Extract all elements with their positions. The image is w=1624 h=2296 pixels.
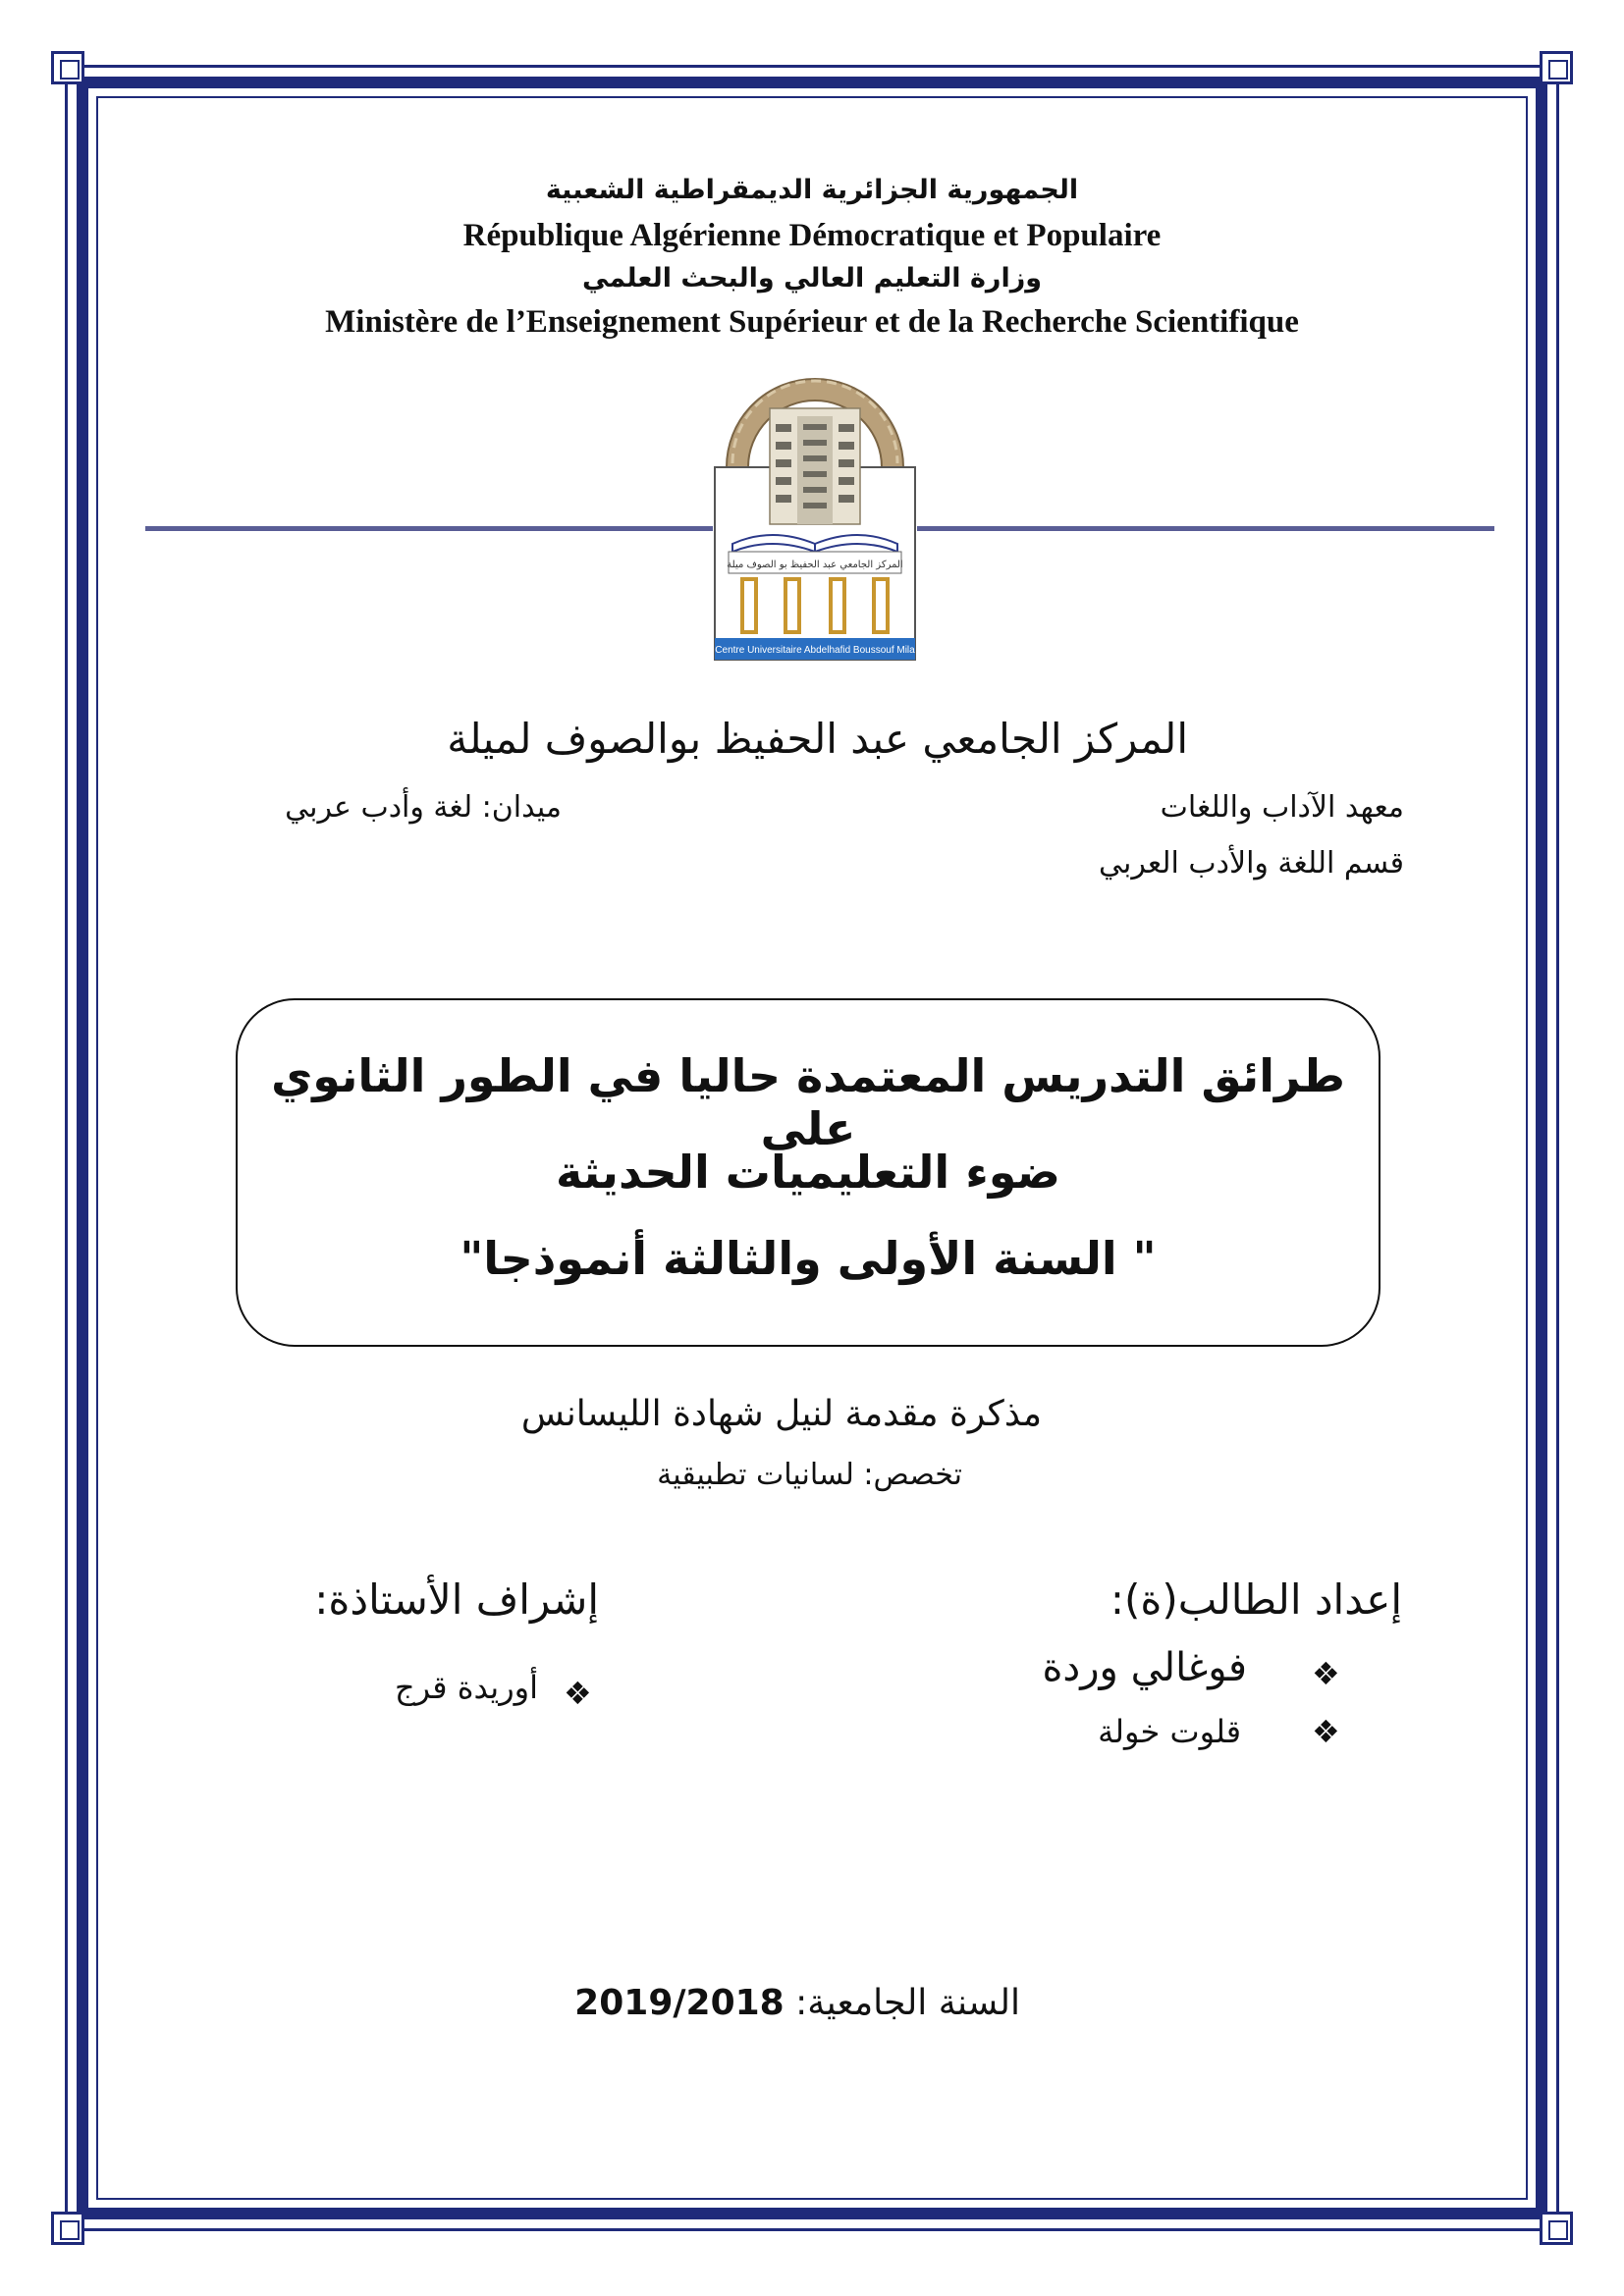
academic-year-label: السنة الجامعية:: [795, 1983, 1020, 2023]
student-name: فوغالي وردة: [1042, 1645, 1247, 1690]
frame-corner-ornament: [51, 2212, 84, 2245]
ministry-arabic: وزارة التعليم العالي والبحث العلمي: [581, 263, 1043, 294]
republic-french: République Algérienne Démocratique et Populaire: [462, 218, 1162, 253]
header-rule-right: [917, 526, 1494, 531]
diamond-bullet-icon: ❖: [1312, 1713, 1340, 1750]
logo-arabic-band: المركز الجامعي عبد الحفيظ بو الصوف ميلة: [727, 560, 903, 570]
institute-name: معهد الآداب واللغات: [1160, 790, 1404, 825]
ministry-french: Ministère de l’Enseignement Supérieur et de la Recherche Scientifique: [325, 304, 1299, 340]
field-label: ميدان: لغة وأدب عربي: [285, 790, 562, 825]
university-logo-graphic: [713, 369, 917, 664]
supervisor-name: أوريدة قرج: [394, 1669, 538, 1706]
logo-caption: Centre Universitaire Abdelhafid Boussouf Mila: [715, 645, 915, 656]
thesis-title-line-3: " السنة الأولى والثالثة أنموذجا": [460, 1232, 1157, 1285]
student-name: قلوت خولة: [1098, 1713, 1241, 1750]
header-rule-left: [145, 526, 713, 531]
students-label: إعداد الطالب(ة):: [1110, 1575, 1402, 1624]
department-name: قسم اللغة والأدب العربي: [1098, 846, 1404, 881]
republic-arabic: الجمهورية الجزائرية الديمقراطية الشعبية: [545, 175, 1079, 205]
frame-corner-ornament: [1540, 51, 1573, 84]
thesis-title-box: [236, 998, 1380, 1347]
center-name: المركز الجامعي عبد الحفيظ بوالصوف لميلة: [447, 715, 1188, 763]
academic-year-value: 2019/2018: [574, 1983, 785, 2023]
university-logo: [713, 369, 917, 664]
thesis-title-line-1: طرائق التدريس المعتمدة حاليا في الطور الثانوي على: [271, 1049, 1345, 1155]
thesis-purpose: مذكرة مقدمة لنيل شهادة الليسانس: [520, 1394, 1042, 1434]
frame-corner-ornament: [1540, 2212, 1573, 2245]
thesis-specialty: تخصص: لسانيات تطبيقية: [657, 1458, 962, 1492]
thesis-title-line-2: ضوء التعليميات الحديثة: [556, 1146, 1060, 1199]
diamond-bullet-icon: ❖: [1312, 1655, 1340, 1692]
academic-year: [574, 1983, 1020, 2023]
frame-corner-ornament: [51, 51, 84, 84]
supervisor-label: إشراف الأستاذة:: [314, 1575, 599, 1624]
diamond-bullet-icon: ❖: [564, 1675, 592, 1712]
